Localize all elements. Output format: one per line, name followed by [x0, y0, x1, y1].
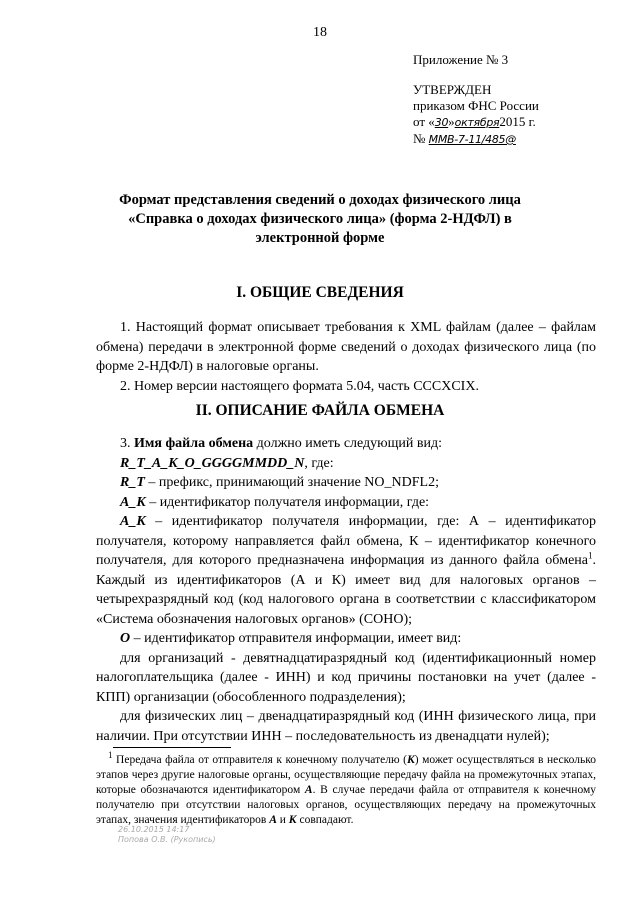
approved-label: УТВЕРЖДЕН	[413, 82, 492, 97]
footnote-divider	[113, 747, 231, 748]
paragraph-3: 3. Имя файла обмена должно иметь следующий вид:	[120, 436, 443, 451]
approval-number: № ММВ-7-11/485@	[413, 131, 516, 146]
org-definition: для организаций - девятнадцатиразрядный код (идентификационный номер налогоплательщика (далее - ИНН) и код причины постановки на учет (далее - КПП) организации (обособленного подразделения);	[96, 650, 596, 705]
document-title: Формат представления сведений о доходах физического лица «Справка о доходах физического лица» (форма 2-НДФЛ) в электронной форме	[119, 192, 521, 246]
ak-definition: A_K – идентификатор получателя информации, где:	[120, 494, 430, 510]
approval-date: от «30»октября2015 г.	[413, 114, 536, 129]
approval-block	[413, 52, 539, 148]
order-label: приказом ФНС России	[413, 98, 539, 113]
o-definition: O – идентификатор отправителя информации, имеет вид:	[120, 631, 462, 646]
paragraph-1: 1. Настоящий формат описывает требования к XML файлам (далее – файлам обмена) передачи в электронной форме сведений о доходах физического лица (по форме 2-НДФЛ) в налоговые органы.	[96, 320, 596, 374]
filename-pattern: R_T_A_K_O_GGGGMMDD_N, где:	[120, 455, 334, 471]
footnote-ref: 1	[588, 550, 593, 561]
section1-body	[96, 318, 596, 396]
paragraph-2: 2. Номер версии настоящего формата 5.04, часть CCCXCIX.	[120, 378, 479, 394]
footnote: $^1$ Передача файла от отправителя к конечному получателю (К) может осуществляться в несколько этапов через другие налоговые органы, осуществляющие передачу файла на промежуточных этапах, которые обозначаются идентификатором А. В случае передачи файла от отправителя к конечному получателю при отсутствии налоговых органов, осуществляющих передачу на промежуточных этапах, значения идентификаторов А и К совпадают.	[96, 750, 597, 826]
section1-heading: I. ОБЩИЕ СВЕДЕНИЯ	[236, 284, 404, 301]
ak-detail: A_K – идентификатор получателя информации, где: А – идентификатор получателя, которому направляется файл обмена, К – идентификатор конечного получателя, для которого предназначена информация из данного файла обмена$^1$. Каждый из идентификаторов (А и К) имеет вид для налоговых органов – четырехразрядный код (код налогового органа в соответствии с классификатором «Система обозначения налоговых органов» (СОНО);	[96, 514, 596, 627]
rt-definition: R_T – префикс, принимающий значение NO_NDFL2;	[120, 475, 439, 490]
print-stamp: 26.10.2015 14:17 Попова О.В. (Рукопись)	[118, 825, 216, 844]
section2-heading: II. ОПИСАНИЕ ФАЙЛА ОБМЕНА	[195, 402, 445, 419]
appendix-label: Приложение № 3	[413, 52, 509, 67]
section2-body	[96, 434, 596, 746]
page-number: 18	[313, 25, 327, 40]
individual-definition: для физических лиц – двенадцатиразрядный код (ИНН физического лица, при наличии. При отсутствии ИНН – последовательность из двенадцати нулей);	[96, 709, 596, 744]
